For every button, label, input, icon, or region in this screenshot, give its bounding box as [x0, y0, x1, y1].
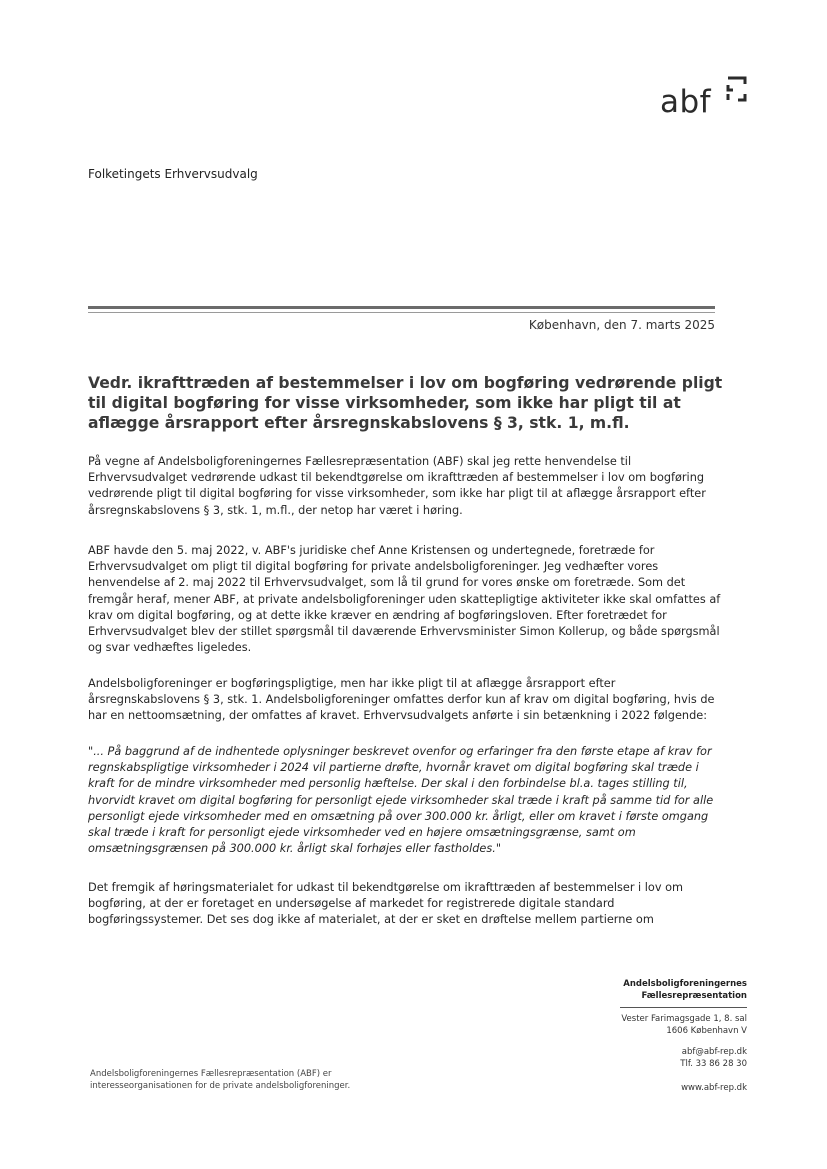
sender-divider	[620, 1007, 747, 1008]
sender-address	[621, 1014, 747, 1037]
footer-line1: Andelsboligforeningernes Fællesrepræsentation (ABF) er	[90, 1069, 332, 1079]
sender-name-line1: Andelsboligforeningernes	[623, 979, 747, 989]
address-line2: 1606 København V	[666, 1025, 747, 1036]
paragraph-5: Det fremgik af høringsmaterialet for udkast til bekendtgørelse om ikrafttræden af bestemmelser i lov om bogføring, at der er foretaget en undersøgelse af markedet for registrerede digitale standard bogføringssystemer. Det ses dog ikke af materialet, at der er sket en drøftelse mellem partierne om	[88, 881, 684, 927]
phone-number: Tlf. 33 86 28 30	[680, 1058, 747, 1069]
website-link[interactable]: www.abf-rep.dk	[681, 1083, 747, 1093]
paragraph-1: På vegne af Andelsboligforeningernes Fællesrepræsentation (ABF) skal jeg rette henvendelse til Erhvervsudvalget vedrørende udkast til bekendtgørelse om ikrafttræden af bestemmelser i lov om bogføring vedrørende pligt til digital bogføring for visse virksomheder, som ikke har pligt til at aflægge årsrapport efter årsregnskabslovens § 3, stk. 1, m.fl., der netop har været i høring.	[88, 455, 706, 517]
address-line1: Vester Farimagsgade 1, 8. sal	[621, 1014, 747, 1024]
subject-heading: Vedr. ikrafttræden af bestemmelser i lov om bogføring vedrørende pligt til digital bogføring for visse virksomheder, som ikke har pligt til at aflægge årsrapport efter årsregnskabslovens § 3, stk. 1, m.fl.	[88, 374, 723, 432]
footer-line2: interesseorganisationen for de private andelsboligforeninger.	[90, 1080, 351, 1091]
paragraph-3: Andelsboligforeninger er bogføringspligtige, men har ikke pligt til at aflægge årsrapport efter årsregnskabslovens § 3, stk. 1. Andelsboligforeninger omfattes derfor kun af krav om digital bogføring, hvis de har en nettoomsætning, der omfattes af kravet. Erhvervsudvalgets anførte i sin betænkning i 2022 følgende:	[88, 677, 715, 723]
sender-contact	[680, 1047, 747, 1070]
recipient: Folketingets Erhvervsudvalg	[88, 167, 258, 181]
divider-thin	[88, 312, 715, 313]
sender-block	[623, 978, 747, 1002]
divider	[88, 306, 715, 309]
email-link[interactable]: abf@abf-rep.dk	[681, 1047, 747, 1057]
letter-date: København, den 7. marts 2025	[528, 318, 715, 332]
logo-text: abf	[660, 84, 712, 120]
sender-name-line2: Fællesrepræsentation	[641, 991, 747, 1001]
footer-note	[90, 1069, 450, 1092]
quote-block: "... På baggrund af de indhentede oplysninger beskrevet ovenfor og erfaringer fra den første etape af krav for regnskabspligtige virksomheder i 2024 vil partierne drøfte, hvornår kravet om digital bogføring skal træde i kraft for de mindre virksomheder med personlig hæftelse. Der skal i den forbindelse bl.a. tages stilling til, hvorvidt kravet om digital bogføring for personligt ejede virksomheder skal træde i kraft på samme tid for alle personligt ejede virksomheder med en omsætning på over 300.000 kr. årligt, eller om kravet i første omgang skal træde i kraft for personligt ejede virksomheder ved en højere omsætningsgrænse, samt om omsætningsgrænsen på 300.000 kr. årligt skal forhøjes eller fastholdes."	[88, 745, 714, 856]
paragraph-2: ABF havde den 5. maj 2022, v. ABF's juridiske chef Anne Kristensen og undertegnede, foretræde for Erhvervsudvalget om pligt til digital bogføring for private andelsboligforeninger. Jeg vedhæfter vores henvendelse af 2. maj 2022 til Erhvervsudvalget, som lå til grund for vores ønske om foretræde. Som det fremgår heraf, mener ABF, at private andelsboligforeninger uden skattepligtige aktiviteter ikke skal omfattes af krav om digital bogføring, og at dette ikke kræver en ændring af bogføringsloven. Efter foretrædet for Erhvervsudvalget blev der stillet spørgsmål til daværende Erhvervsminister Simon Kollerup, og både spørgsmål og svar vedhæftes ligeledes.	[88, 544, 721, 655]
logo-bracket-icon	[725, 76, 747, 102]
